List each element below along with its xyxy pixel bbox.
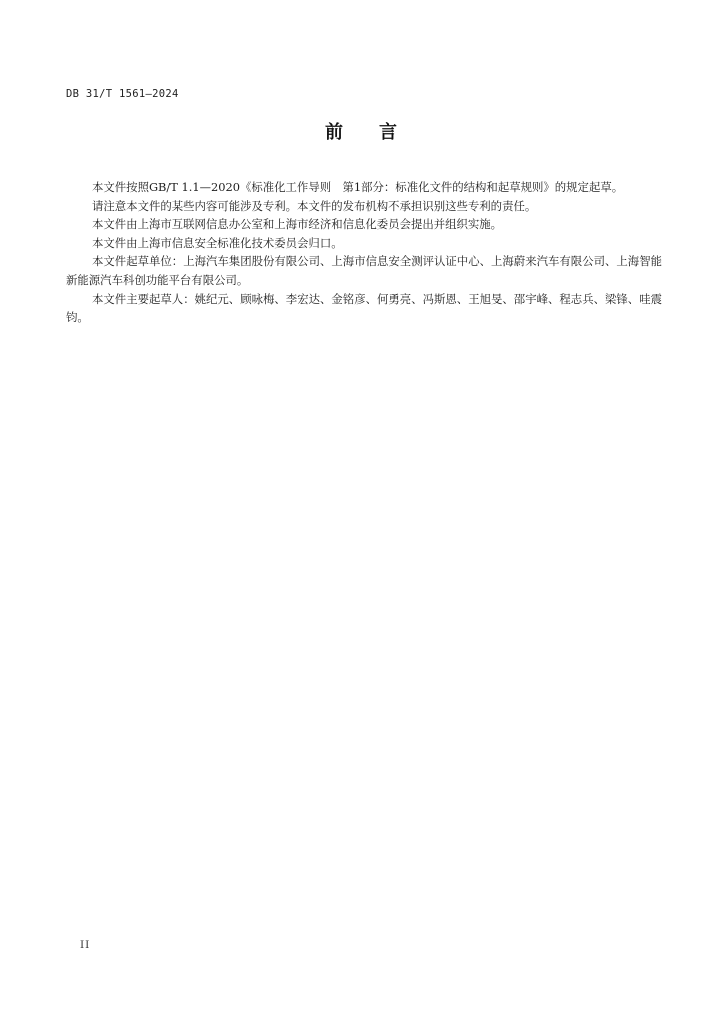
title-char-1: 前 <box>325 122 345 143</box>
paragraph-drafters: 本文件主要起草人：姚纪元、顾咏梅、李宏达、金铭彦、何勇亮、冯斯恩、王旭旻、邵宇峰、程志兵、梁锋、哇震钧。 <box>66 291 662 325</box>
paragraph-proposer: 本文件由上海市互联网信息办公室和上海市经济和信息化委员会提出并组织实施。 <box>92 217 503 232</box>
paragraph-drafting-rules: 本文件按照GB/T 1.1—2020《标准化工作导则 第1部分：标准化文件的结构和起草规则》的规定起草。 <box>92 180 624 194</box>
page-number: II <box>80 939 91 951</box>
foreword-body <box>66 178 662 327</box>
title-char-2: 言 <box>379 122 399 143</box>
page-title <box>0 118 724 144</box>
paragraph-administrator: 本文件由上海市信息安全标准化技术委员会归口。 <box>92 235 343 250</box>
standard-code: DB 31/T 1561—2024 <box>66 88 179 100</box>
paragraph-drafting-units: 本文件起草单位：上海汽车集团股份有限公司、上海市信息安全测评认证中心、上海蔚来汽车有限公司、上海智能新能源汽车科创功能平台有限公司。 <box>66 254 662 287</box>
paragraph-patent-notice: 请注意本文件的某些内容可能涉及专利。本文件的发布机构不承担识别这些专利的责任。 <box>92 198 537 213</box>
